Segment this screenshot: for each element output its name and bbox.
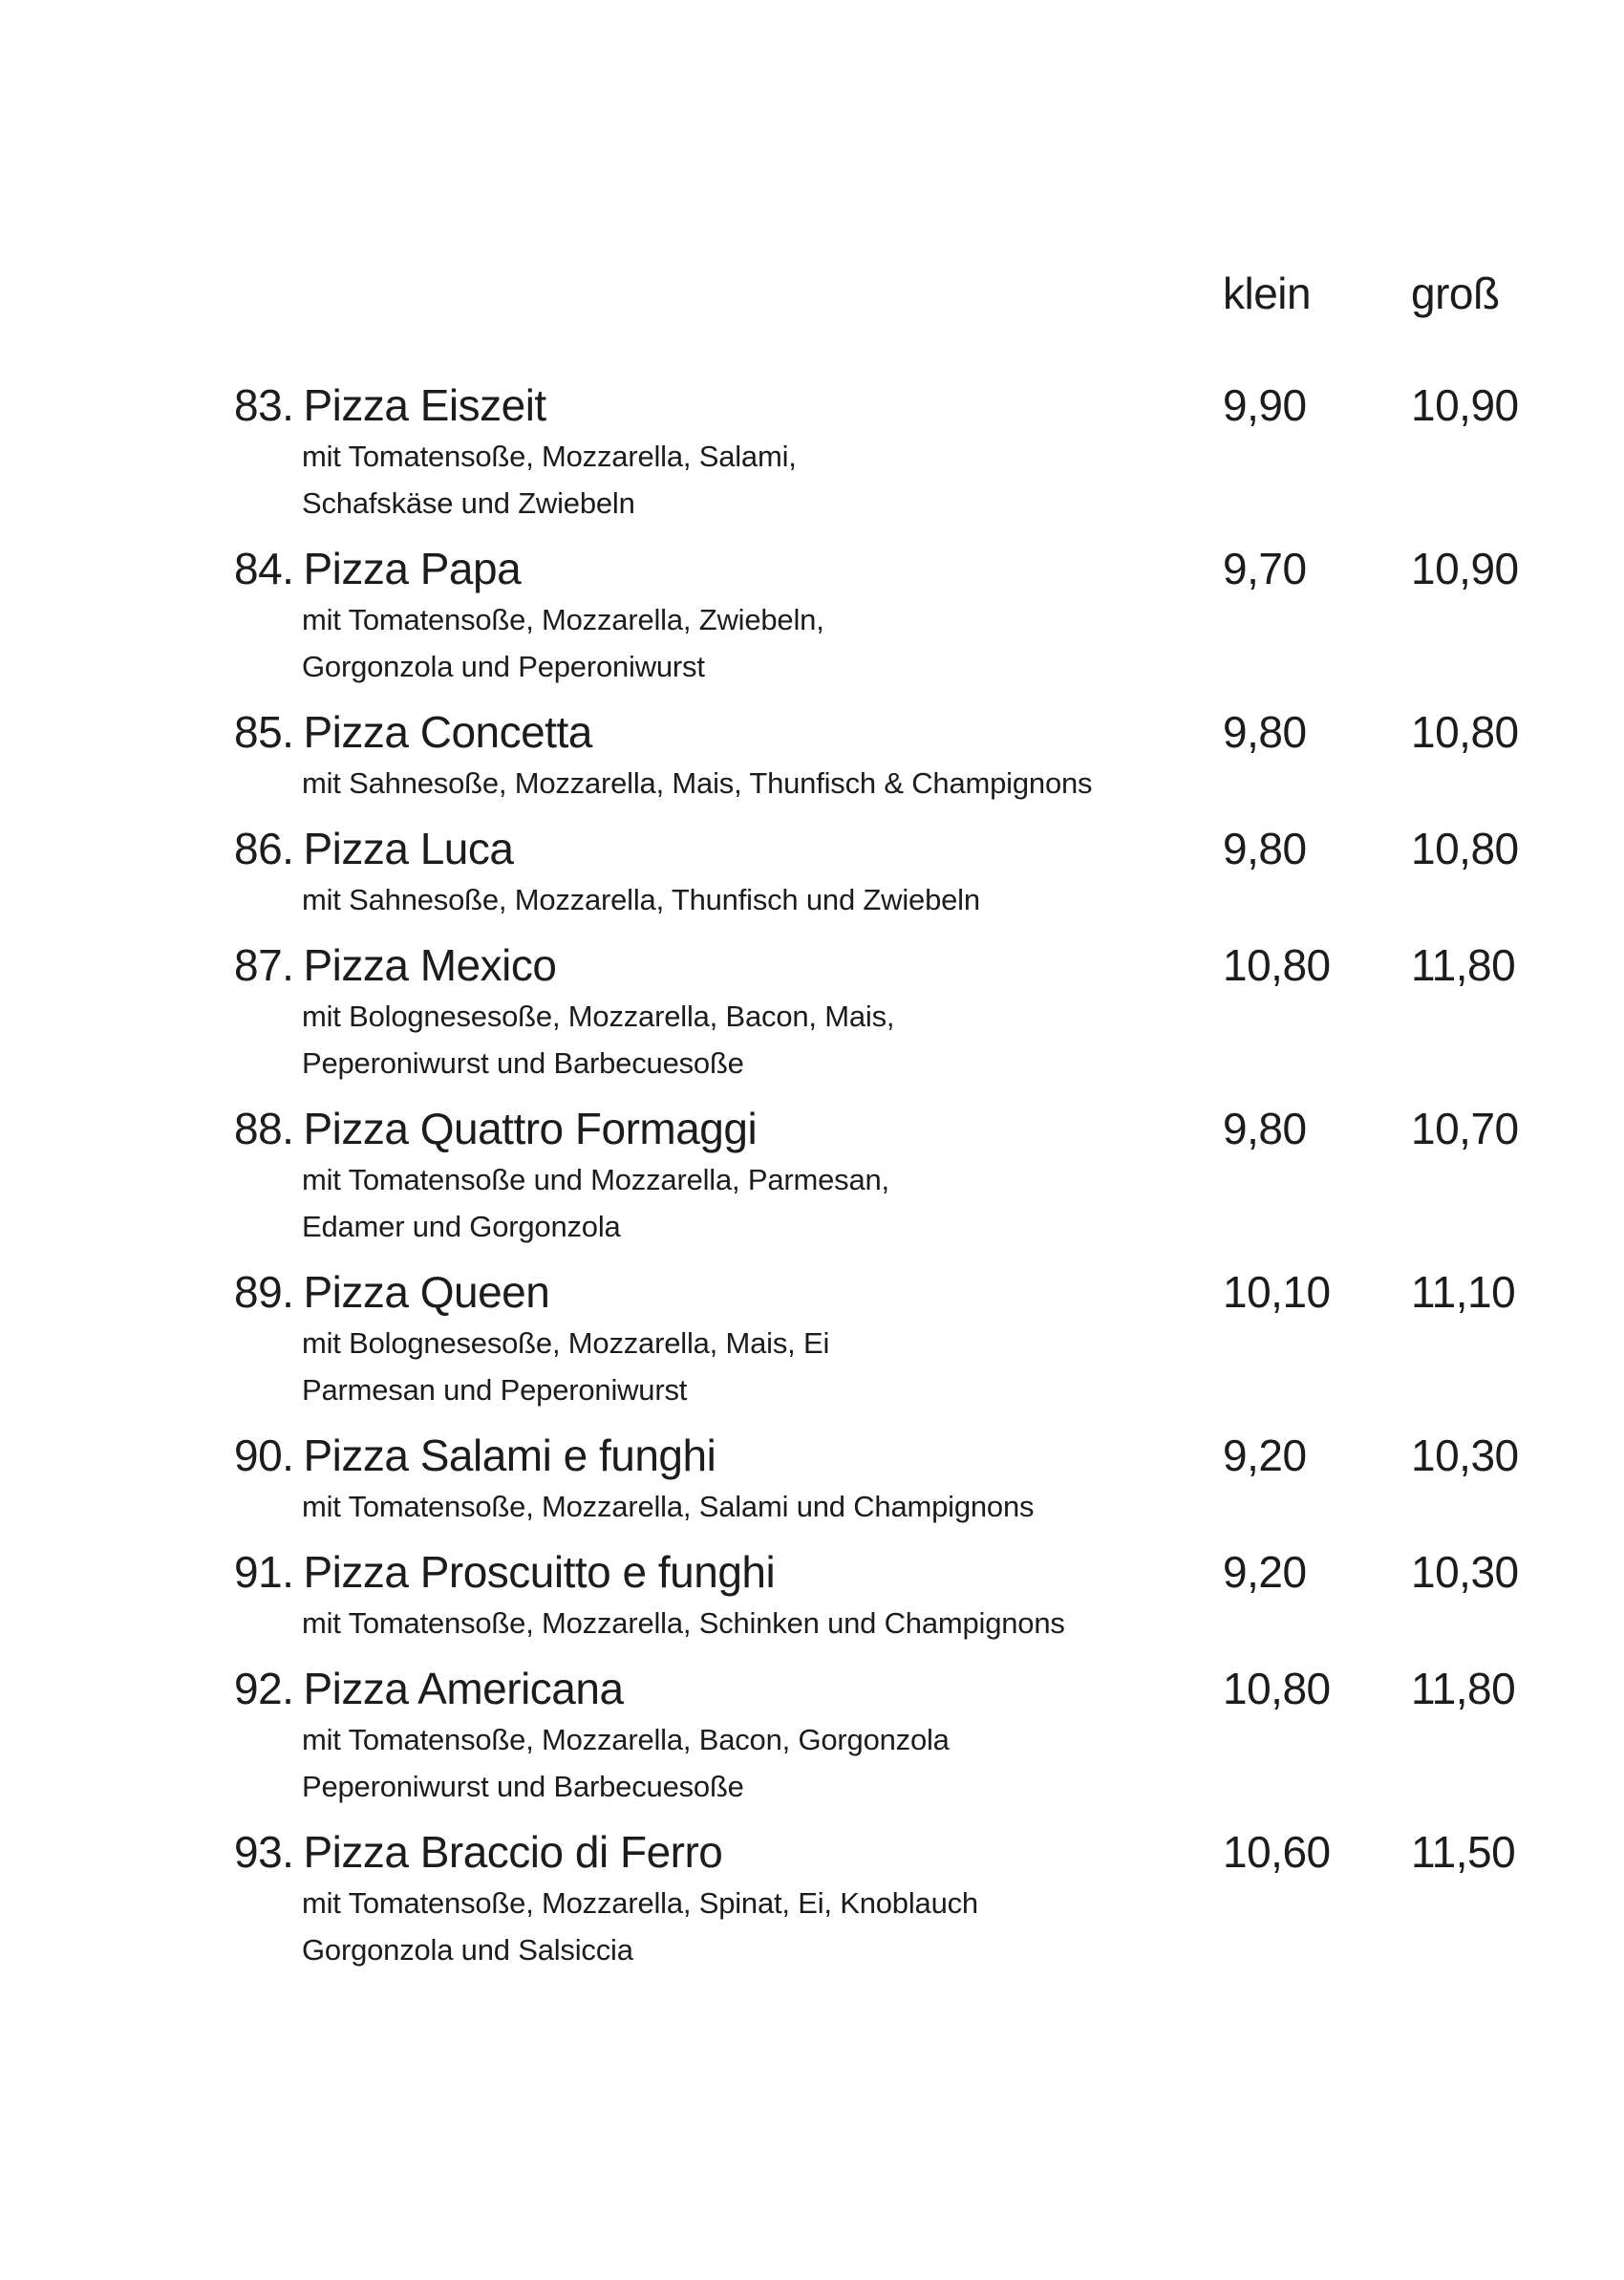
menu-item-description-line: Schafskäse und Zwiebeln xyxy=(302,486,635,520)
menu-item-description xyxy=(302,1716,1223,1810)
menu-item-number: 91. xyxy=(234,1547,294,1597)
menu-item-description-line: Peperoniwurst und Barbecuesoße xyxy=(302,1770,744,1803)
menu-item-description-line: mit Tomatensoße, Mozzarella, Spinat, Ei, Knoblauch xyxy=(302,1886,978,1920)
menu-item-number: 84. xyxy=(234,544,294,593)
menu-item-price-large: 10,30 xyxy=(1411,1430,1519,1480)
menu-item-main xyxy=(234,1106,1223,1250)
menu-item-title xyxy=(234,1269,1223,1315)
menu-items-list xyxy=(234,382,1536,1973)
menu-item-description xyxy=(302,1483,1223,1530)
menu-item-description-line: mit Sahnesoße, Mozzarella, Mais, Thunfisch & Champignons xyxy=(302,766,1093,800)
menu-item-price-large: 10,90 xyxy=(1411,380,1519,430)
menu-item-description-line: Peperoniwurst und Barbecuesoße xyxy=(302,1046,744,1080)
menu-item-main xyxy=(234,1432,1223,1530)
menu-item-main xyxy=(234,546,1223,690)
menu-item-price-small: 9,20 xyxy=(1223,1430,1307,1480)
menu-item-main xyxy=(234,1666,1223,1810)
menu-item-title xyxy=(234,826,1223,871)
menu-item-row xyxy=(234,826,1536,923)
menu-item-price-large: 11,80 xyxy=(1411,1664,1516,1713)
menu-item-number: 88. xyxy=(234,1104,294,1153)
menu-item-main xyxy=(234,1829,1223,1973)
menu-item-number: 89. xyxy=(234,1267,294,1317)
menu-item-description xyxy=(302,1320,1223,1413)
menu-item-price-small: 10,10 xyxy=(1223,1267,1331,1317)
menu-item-price-small: 9,70 xyxy=(1223,544,1307,593)
menu-content xyxy=(234,270,1536,1992)
menu-item-row xyxy=(234,1829,1536,1973)
menu-item-number: 85. xyxy=(234,707,294,757)
menu-item-price-large: 10,80 xyxy=(1411,824,1519,873)
menu-item-number: 86. xyxy=(234,824,294,873)
menu-item-description xyxy=(302,993,1223,1086)
menu-item-description-line: mit Bolognesesoße, Mozzarella, Mais, Ei xyxy=(302,1326,830,1360)
menu-item-name: Pizza Proscuitto e funghi xyxy=(303,1547,776,1597)
menu-item-description-line: Edamer und Gorgonzola xyxy=(302,1210,621,1243)
menu-item-description xyxy=(302,596,1223,690)
menu-item-description-line: mit Sahnesoße, Mozzarella, Thunfisch und Zwiebeln xyxy=(302,883,980,916)
menu-item-price-large: 11,10 xyxy=(1411,1267,1516,1317)
menu-item-description-line: mit Tomatensoße, Mozzarella, Bacon, Gorgonzola xyxy=(302,1723,950,1756)
menu-item-title xyxy=(234,709,1223,755)
menu-item-title xyxy=(234,382,1223,428)
menu-item-main xyxy=(234,382,1223,527)
menu-item-description-line: mit Tomatensoße, Mozzarella, Salami, xyxy=(302,440,797,473)
menu-item-price-large: 10,80 xyxy=(1411,707,1519,757)
menu-item-price-small: 10,60 xyxy=(1223,1827,1331,1877)
menu-item-description xyxy=(302,1156,1223,1250)
menu-item-description xyxy=(302,760,1223,807)
menu-item-row xyxy=(234,709,1536,807)
menu-item-number: 92. xyxy=(234,1664,294,1713)
menu-item-price-large: 10,30 xyxy=(1411,1547,1519,1597)
menu-item-description-line: mit Tomatensoße, Mozzarella, Zwiebeln, xyxy=(302,603,824,636)
menu-item-name: Pizza Eiszeit xyxy=(303,380,546,430)
menu-item-name: Pizza Mexico xyxy=(303,940,557,990)
menu-item-name: Pizza Papa xyxy=(303,544,522,593)
menu-item-price-small: 10,80 xyxy=(1223,940,1331,990)
menu-item-price-small: 9,80 xyxy=(1223,824,1307,873)
menu-item-number: 93. xyxy=(234,1827,294,1877)
menu-item-row xyxy=(234,1666,1536,1810)
menu-item-description xyxy=(302,876,1223,923)
menu-item-row xyxy=(234,942,1536,1086)
menu-item-title xyxy=(234,1829,1223,1875)
menu-item-name: Pizza Queen xyxy=(303,1267,550,1317)
menu-item-row xyxy=(234,382,1536,527)
menu-item-price-small: 9,90 xyxy=(1223,380,1307,430)
menu-item-name: Pizza Concetta xyxy=(303,707,592,757)
menu-item-title xyxy=(234,942,1223,988)
menu-item-description-line: mit Tomatensoße, Mozzarella, Salami und Champignons xyxy=(302,1490,1035,1523)
menu-item-description xyxy=(302,1600,1223,1646)
menu-item-number: 87. xyxy=(234,940,294,990)
menu-item-price-large: 10,90 xyxy=(1411,544,1519,593)
menu-item-price-large: 10,70 xyxy=(1411,1104,1519,1153)
menu-item-name: Pizza Salami e funghi xyxy=(303,1430,716,1480)
menu-item-name: Pizza Americana xyxy=(303,1664,624,1713)
menu-item-price-small: 9,80 xyxy=(1223,707,1307,757)
menu-item-description-line: Gorgonzola und Peperoniwurst xyxy=(302,650,705,683)
menu-item-price-large: 11,80 xyxy=(1411,940,1516,990)
menu-item-description-line: mit Bolognesesoße, Mozzarella, Bacon, Mais, xyxy=(302,1000,895,1033)
menu-item-title xyxy=(234,1666,1223,1711)
menu-item-title xyxy=(234,1549,1223,1595)
menu-item-row xyxy=(234,1549,1536,1646)
menu-item-row xyxy=(234,1106,1536,1250)
menu-item-description xyxy=(302,1880,1223,1973)
menu-item-price-small: 9,20 xyxy=(1223,1547,1307,1597)
menu-item-price-small: 10,80 xyxy=(1223,1664,1331,1713)
menu-item-price-small: 9,80 xyxy=(1223,1104,1307,1153)
menu-item-description-line: Gorgonzola und Salsiccia xyxy=(302,1933,633,1967)
menu-item-description-line: mit Tomatensoße und Mozzarella, Parmesan, xyxy=(302,1163,889,1196)
menu-item-name: Pizza Quattro Formaggi xyxy=(303,1104,758,1153)
menu-item-title xyxy=(234,1106,1223,1151)
menu-item-main xyxy=(234,826,1223,923)
price-header-row xyxy=(234,270,1536,316)
menu-item-title xyxy=(234,546,1223,592)
menu-item-name: Pizza Braccio di Ferro xyxy=(303,1827,723,1877)
menu-item-description-line: Parmesan und Peperoniwurst xyxy=(302,1373,688,1407)
menu-item-row xyxy=(234,546,1536,690)
menu-item-number: 83. xyxy=(234,380,294,430)
menu-item-row xyxy=(234,1269,1536,1413)
menu-item-title xyxy=(234,1432,1223,1478)
size-column-header-large: groß xyxy=(1411,269,1500,318)
menu-item-main xyxy=(234,1269,1223,1413)
menu-item-main xyxy=(234,942,1223,1086)
menu-item-name: Pizza Luca xyxy=(303,824,514,873)
menu-item-main xyxy=(234,1549,1223,1646)
size-column-header-small: klein xyxy=(1223,269,1312,318)
menu-item-description-line: mit Tomatensoße, Mozzarella, Schinken und Champignons xyxy=(302,1606,1065,1640)
menu-item-main xyxy=(234,709,1223,807)
menu-item-row xyxy=(234,1432,1536,1530)
menu-item-price-large: 11,50 xyxy=(1411,1827,1516,1877)
menu-item-number: 90. xyxy=(234,1430,294,1480)
menu-item-description xyxy=(302,433,1223,527)
